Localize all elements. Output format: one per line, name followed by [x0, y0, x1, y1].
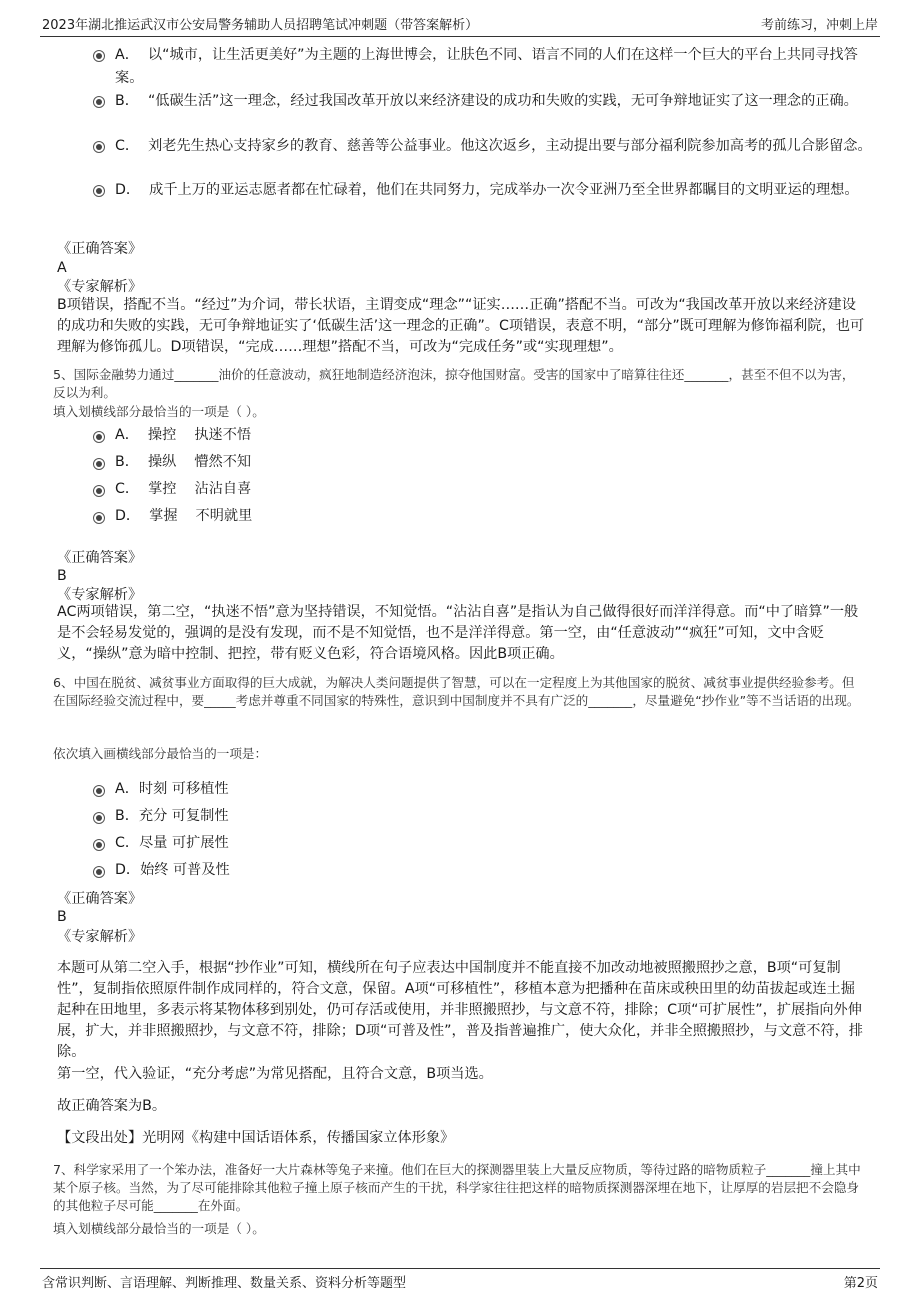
- q6-source: 【文段出处】光明网《构建中国话语体系，传播国家立体形象》: [57, 1130, 455, 1146]
- radio-icon[interactable]: [93, 512, 105, 524]
- q4-option-b[interactable]: B． “低碳生活”这一理念，经过我国改革开放以来经济建设的成功和失败的实践，无可争辩地证实了这一理念的正确。: [93, 90, 873, 113]
- radio-icon[interactable]: [93, 458, 105, 470]
- q5-answer: B: [57, 568, 67, 584]
- q5-answer-label: 《正确答案》: [57, 550, 143, 566]
- q7-question: 7、科学家采用了一个笨办法，准备好一大片森林等兔子来撞。他们在巨大的探测器里装上大量反应物质，等待过路的暗物质粒子_______撞上其中某个原子核。当然，为了尽可能排除其他粒子撞上原子核而产生的干扰，科学家往往把这样的暗物质探测器深埋在地下，让厚厚的岩层把不会隐身的其他粒子尽可能_______在外面。: [53, 1162, 861, 1213]
- radio-icon[interactable]: [93, 485, 105, 497]
- q6-option-d[interactable]: D．始终 可普及性: [93, 860, 230, 880]
- q4-option-c[interactable]: C． 刘老先生热心支持家乡的教育、慈善等公益事业。他这次返乡，主动提出要与部分福利院参加高考的孤儿合影留念。: [93, 135, 873, 158]
- q6-analysis-label: 《专家解析》: [57, 929, 143, 945]
- radio-icon[interactable]: [93, 50, 105, 62]
- q5-option-d[interactable]: D． 掌握 不明就里: [93, 506, 252, 526]
- q6-option-b[interactable]: B．充分 可复制性: [93, 806, 229, 826]
- q4-option-d[interactable]: D． 成千上万的亚运志愿者都在忙碌着，他们在共同努力，完成举办一次令亚洲乃至全世界都瞩目的文明亚运的理想。: [93, 179, 873, 202]
- q6-analysis-p2: 第一空，代入验证，“充分考虑”为常见搭配，且符合文意，B项当选。: [57, 1066, 493, 1082]
- radio-icon[interactable]: [93, 812, 105, 824]
- page-footer: [40, 1268, 880, 1293]
- q5-question: 5、国际金融势力通过_______油价的任意波动，疯狂地制造经济泡沫，掠夺他国财富。受害的国家中了暗算往往还_______，甚至不但不以为害，反以为利。: [53, 367, 855, 400]
- q4-analysis-label: 《专家解析》: [57, 279, 143, 295]
- q5-option-b[interactable]: B． 操纵 懵然不知: [93, 452, 251, 472]
- radio-icon[interactable]: [93, 866, 105, 878]
- page-header: [40, 14, 880, 37]
- q6-option-a[interactable]: A．时刻 可移植性: [93, 779, 229, 799]
- q5-analysis-label: 《专家解析》: [57, 587, 143, 603]
- radio-icon[interactable]: [93, 839, 105, 851]
- radio-icon[interactable]: [93, 96, 105, 108]
- q7-prompt: 填入划横线部分最恰当的一项是（ ）。: [53, 1221, 265, 1236]
- radio-icon[interactable]: [93, 185, 105, 197]
- q5-option-a[interactable]: A． 操控 执迷不悟: [93, 425, 251, 445]
- footer-note: 含常识判断、言语理解、判断推理、数量关系、资料分析等题型: [42, 1276, 407, 1291]
- q4-option-a[interactable]: A． 以“城市，让生活更美好”为主题的上海世博会，让肤色不同、语言不同的人们在这样一个巨大的平台上共同寻找答案。: [93, 44, 873, 90]
- q6-answer: B: [57, 909, 67, 925]
- header-title: 2023年湖北推运武汉市公安局警务辅助人员招聘笔试冲刺题（带答案解析）: [42, 18, 479, 33]
- q6-prompt: 依次填入画横线部分最恰当的一项是：: [53, 746, 268, 761]
- q6-analysis-p1: 本题可从第二空入手，根据“抄作业”可知，横线所在句子应表达中国制度并不能直接不加改动地被照搬照抄之意，B项“可复制性”，复制指依照原件制作成同样的，符合文意，保留。A项“可移植性”，移植本意为把播种在苗床或秧田里的幼苗拔起或连土掘起种在田地里，多表示将某物体移到别处，仍可存活或使用，并非照搬照抄，与文意不符，排除；C项“可扩展性”，扩展指向外伸展，扩大，并非照搬照抄，与文意不符，排除；D项“可普及性”，普及指普遍推广，使大众化，并非全照搬照抄，与文意不符，排除。: [57, 960, 863, 1060]
- q5-prompt: 填入划横线部分最恰当的一项是（ ）。: [53, 404, 265, 419]
- q4-analysis: B项错误，搭配不当。“经过”为介词，带长状语，主谓变成“理念”“证实……正确”搭配不当。可改为“我国改革开放以来经济建设的成功和失败的实践，无可争辩地证实了‘低碳生活’这一理念的正确”。C项错误，表意不明，“部分”既可理解为修饰福利院，也可理解为修饰孤儿。D项错误，“完成……理想”搭配不当，可改为“完成任务”或“实现理想”。: [57, 297, 865, 355]
- q4-answer-label: 《正确答案》: [57, 241, 143, 257]
- q4-answer: A: [57, 260, 67, 276]
- q5-analysis: AC两项错误，第二空，“执迷不悟”意为坚持错误，不知觉悟。“沾沾自喜”是指认为自己做得很好而洋洋得意。而“中了暗算”一般是不会轻易发觉的，强调的是没有发现，而不是不知觉悟，也不是洋洋得意。第一空，由“任意波动”“疯狂”可知，文中含贬义，“操纵”意为暗中控制、把控，带有贬义色彩，符合语境风格。因此B项正确。: [57, 604, 859, 662]
- q6-analysis-p3: 故正确答案为B。: [57, 1098, 167, 1114]
- q6-option-c[interactable]: C．尽量 可扩展性: [93, 833, 229, 853]
- radio-icon[interactable]: [93, 431, 105, 443]
- radio-icon[interactable]: [93, 785, 105, 797]
- header-slogan: 考前练习，冲刺上岸: [760, 18, 878, 33]
- q6-question: 6、中国在脱贫、减贫事业方面取得的巨大成就，为解决人类问题提供了智慧，可以在一定程度上为其他国家的脱贫、减贫事业提供经验参考。但在国际经验交流过程中，要_____考虑并尊重不同国家的特殊性，意识到中国制度并不具有广泛的_______，尽量避免“抄作业”等不当话语的出现。: [53, 675, 860, 708]
- q6-answer-label: 《正确答案》: [57, 891, 143, 907]
- q5-option-c[interactable]: C． 掌控 沾沾自喜: [93, 479, 251, 499]
- radio-icon[interactable]: [93, 141, 105, 153]
- page-number: 第2页: [843, 1276, 878, 1291]
